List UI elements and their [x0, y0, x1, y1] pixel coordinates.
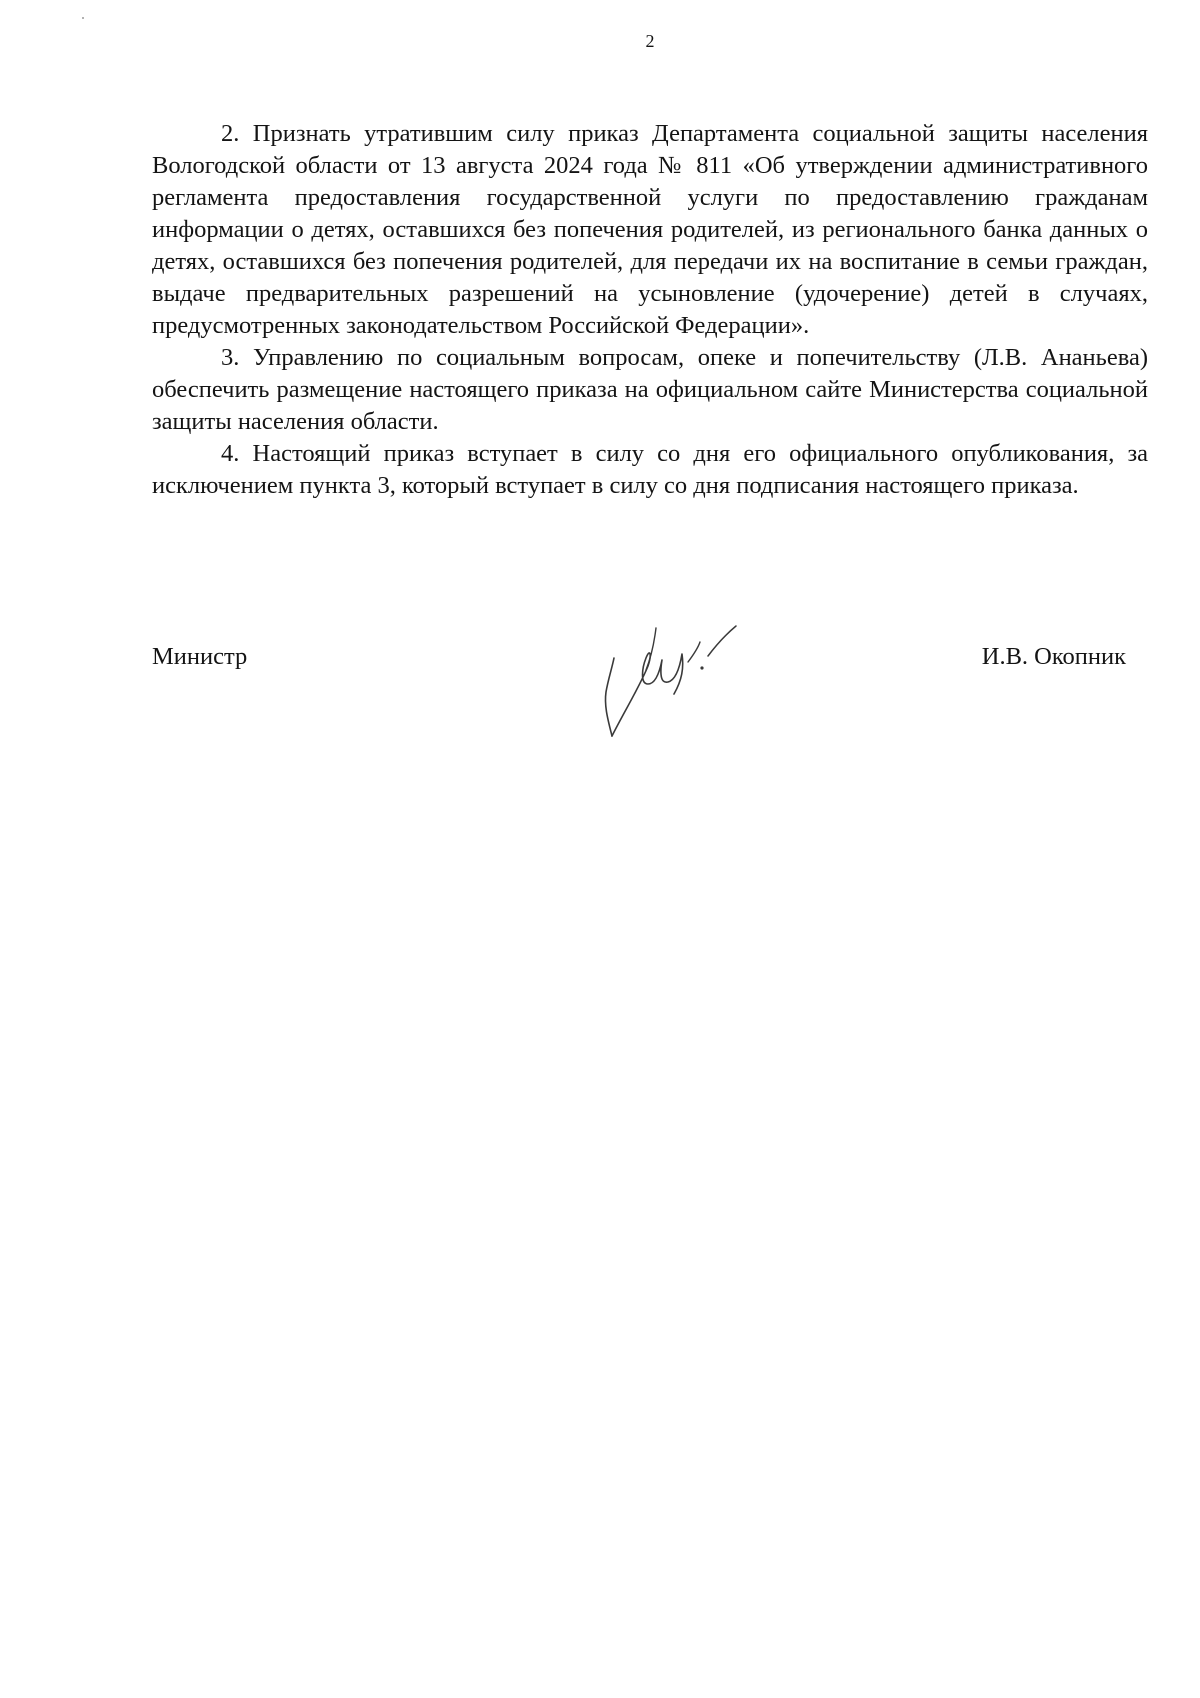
signatory-title: Министр [152, 643, 248, 670]
paragraph-item-3: 3. Управлению по социальным вопросам, опеке и попечительству (Л.В. Ананьева) обеспечить размещение настоящего приказа на официальном сайте Министерства социальной защиты населения области. [152, 344, 1148, 435]
paragraph-item-4: 4. Настоящий приказ вступает в силу со дня его официального опубликования, за исключением пункта 3, который вступает в силу со дня подписания настоящего приказа. [152, 440, 1148, 499]
signatory-name: И.В. Окопник [981, 643, 1126, 670]
paragraph-item-2: 2. Признать утратившим силу приказ Департамента социальной защиты населения Вологодской области от 13 августа 2024 года № 811 «Об утверждении административного регламента предоставления государственной услуги по предоставлению гражданам информации о детях, оставшихся без попечения родителей, из регионального банка данных о детях, оставшихся без попечения родителей, для передачи их на воспитание в семьи граждан, выдаче предварительных разрешений на усыновление (удочерение) детей в случаях, предусмотренных законодательством Российской Федерации». [152, 120, 1148, 339]
handwritten-signature-icon [590, 608, 760, 743]
scan-speck [82, 17, 84, 19]
page-number: 2 [645, 31, 655, 51]
document-body [152, 118, 1148, 502]
